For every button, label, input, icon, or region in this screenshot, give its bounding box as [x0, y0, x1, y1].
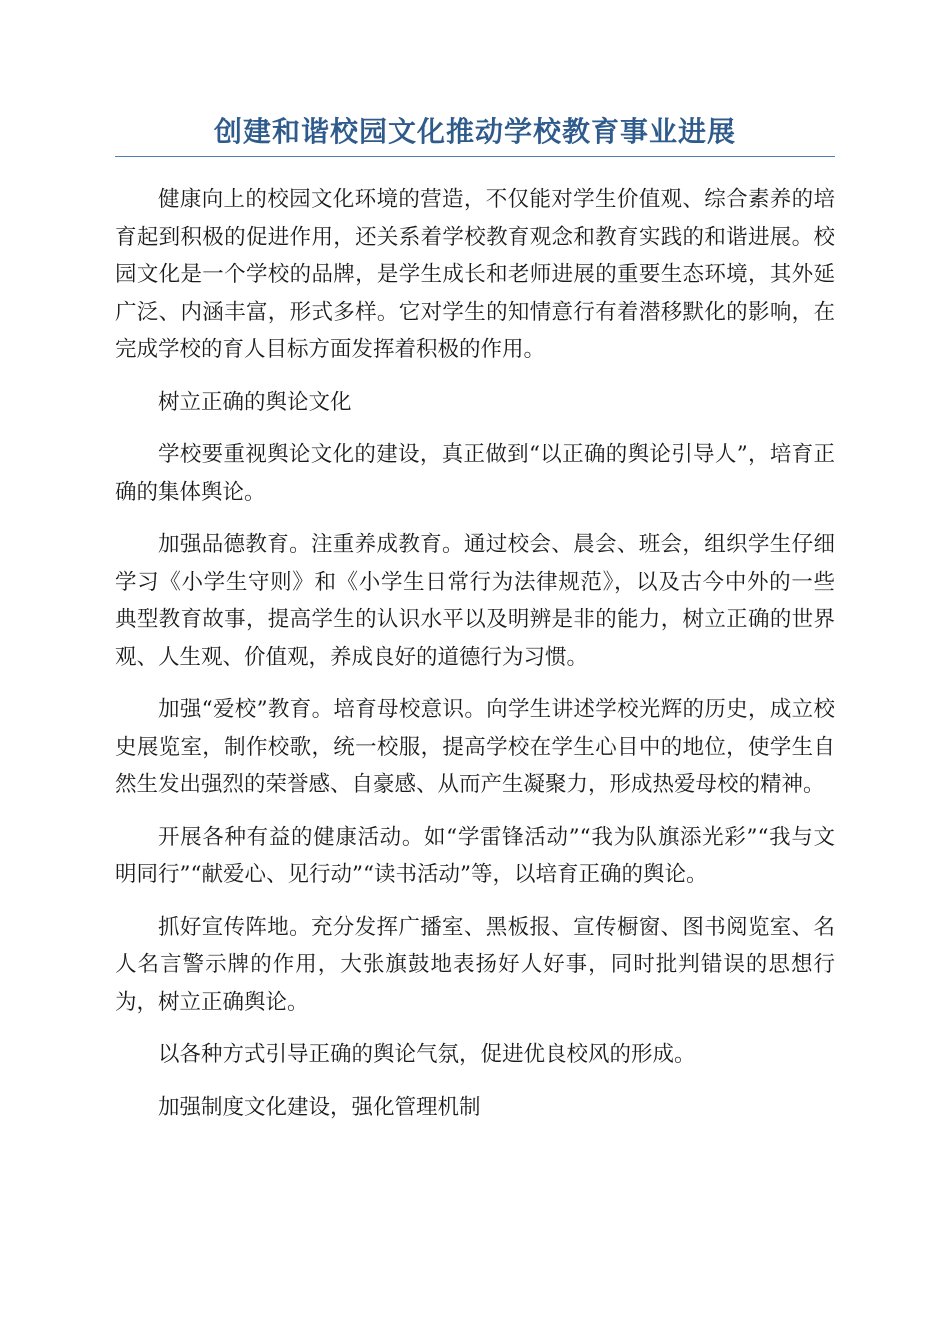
document-body	[115, 181, 835, 1126]
document-title: 创建和谐校园文化推动学校教育事业进展	[115, 110, 835, 157]
paragraph: 学校要重视舆论文化的建设，真正做到“以正确的舆论引导人”，培育正确的集体舆论。	[115, 442, 835, 505]
paragraph: 开展各种有益的健康活动。如“学雷锋活动”“我为队旗添光彩”“我与文明同行”“献爱心、见行动”“读书活动”等，以培育正确的舆论。	[115, 824, 835, 887]
paragraph: 加强“爱校”教育。培育母校意识。向学生讲述学校光辉的历史，成立校史展览室，制作校歌，统一校服，提高学校在学生心目中的地位，使学生自然生发出强烈的荣誉感、自豪感、从而产生凝聚力，形成热爱母校的精神。	[115, 697, 835, 797]
paragraph: 以各种方式引导正确的舆论气氛，促进优良校风的形成。	[158, 1042, 696, 1067]
paragraph: 健康向上的校园文化环境的营造，不仅能对学生价值观、综合素养的培育起到积极的促进作用，还关系着学校教育观念和教育实践的和谐进展。校园文化是一个学校的品牌，是学生成长和老师进展的重要生态环境，其外延广泛、内涵丰富，形式多样。它对学生的知情意行有着潜移默化的影响，在完成学校的育人目标方面发挥着积极的作用。	[115, 187, 835, 362]
paragraph: 加强品德教育。注重养成教育。通过校会、晨会、班会，组织学生仔细学习《小学生守则》和《小学生日常行为法律规范》，以及古今中外的一些典型教育故事，提高学生的认识水平以及明辨是非的能力，树立正确的世界观、人生观、价值观，养成良好的道德行为习惯。	[115, 532, 835, 670]
section-heading: 树立正确的舆论文化	[158, 389, 352, 415]
document-page	[115, 110, 835, 1141]
section-heading: 加强制度文化建设，强化管理机制	[158, 1094, 481, 1120]
paragraph: 抓好宣传阵地。充分发挥广播室、黑板报、宣传橱窗、图书阅览室、名人名言警示牌的作用，大张旗鼓地表扬好人好事，同时批判错误的思想行为，树立正确舆论。	[115, 914, 835, 1015]
